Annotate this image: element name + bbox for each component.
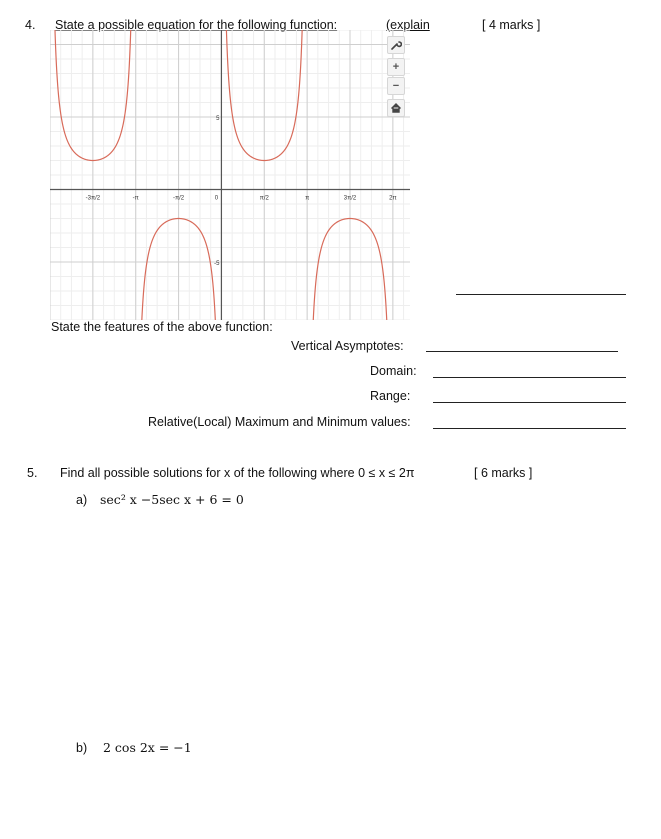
y-tick-labels [214,116,220,267]
q4-explain: (explain [386,18,430,32]
q5-marks: [ 6 marks ] [474,466,533,480]
wrench-icon-glyph [390,39,402,51]
x-tick-label: π [305,195,310,202]
wrench-icon[interactable] [387,36,405,54]
x-tick-label: 2π [389,195,397,202]
part-b-label: b) [76,741,88,755]
q5-prompt: Find all possible solutions for x of the following where 0 ≤ x ≤ 2π [60,466,415,480]
home-icon[interactable] [387,99,405,117]
x-tick-label: -π/2 [172,195,185,202]
home-icon-glyph [390,102,402,114]
minor-grid [50,30,410,320]
x-tick-label: 0 [214,195,219,202]
x-tick-label: -π [132,195,139,202]
part-b-equation: 2 cos 2x = −1 [103,740,192,755]
vertical-asymptotes-label: Vertical Asymptotes: [291,339,404,353]
x-tick-label: 3π/2 [343,195,357,202]
function-graph [50,30,410,320]
q5-number: 5. [27,466,38,480]
part-a-label: a) [76,493,88,507]
x-tick-labels [86,196,397,202]
q4-number: 4. [25,18,36,32]
features-heading: State the features of the above function: [51,320,273,334]
equation-answer-line[interactable] [456,294,626,295]
y-tick-label: 5 [216,116,220,122]
range-answer-line[interactable] [433,402,626,403]
part-a-equation: sec² x −5sec x + 6 = 0 [100,492,244,507]
extrema-label: Relative(Local) Maximum and Minimum values: [148,415,411,429]
zoom-in-button[interactable]: + [387,58,405,76]
q4-marks: [ 4 marks ] [482,18,541,32]
domain-label: Domain: [370,364,417,378]
vertical-asymptotes-answer-line[interactable] [426,351,618,352]
y-tick-label: -5 [214,261,220,267]
extrema-answer-line[interactable] [433,428,626,429]
range-label: Range: [370,389,411,403]
q4-prompt: State a possible equation for the following function: [55,18,338,32]
x-tick-label: -3π/2 [85,195,101,202]
domain-answer-line[interactable] [433,377,626,378]
zoom-out-button[interactable]: − [387,77,405,95]
x-tick-label: π/2 [259,195,269,202]
